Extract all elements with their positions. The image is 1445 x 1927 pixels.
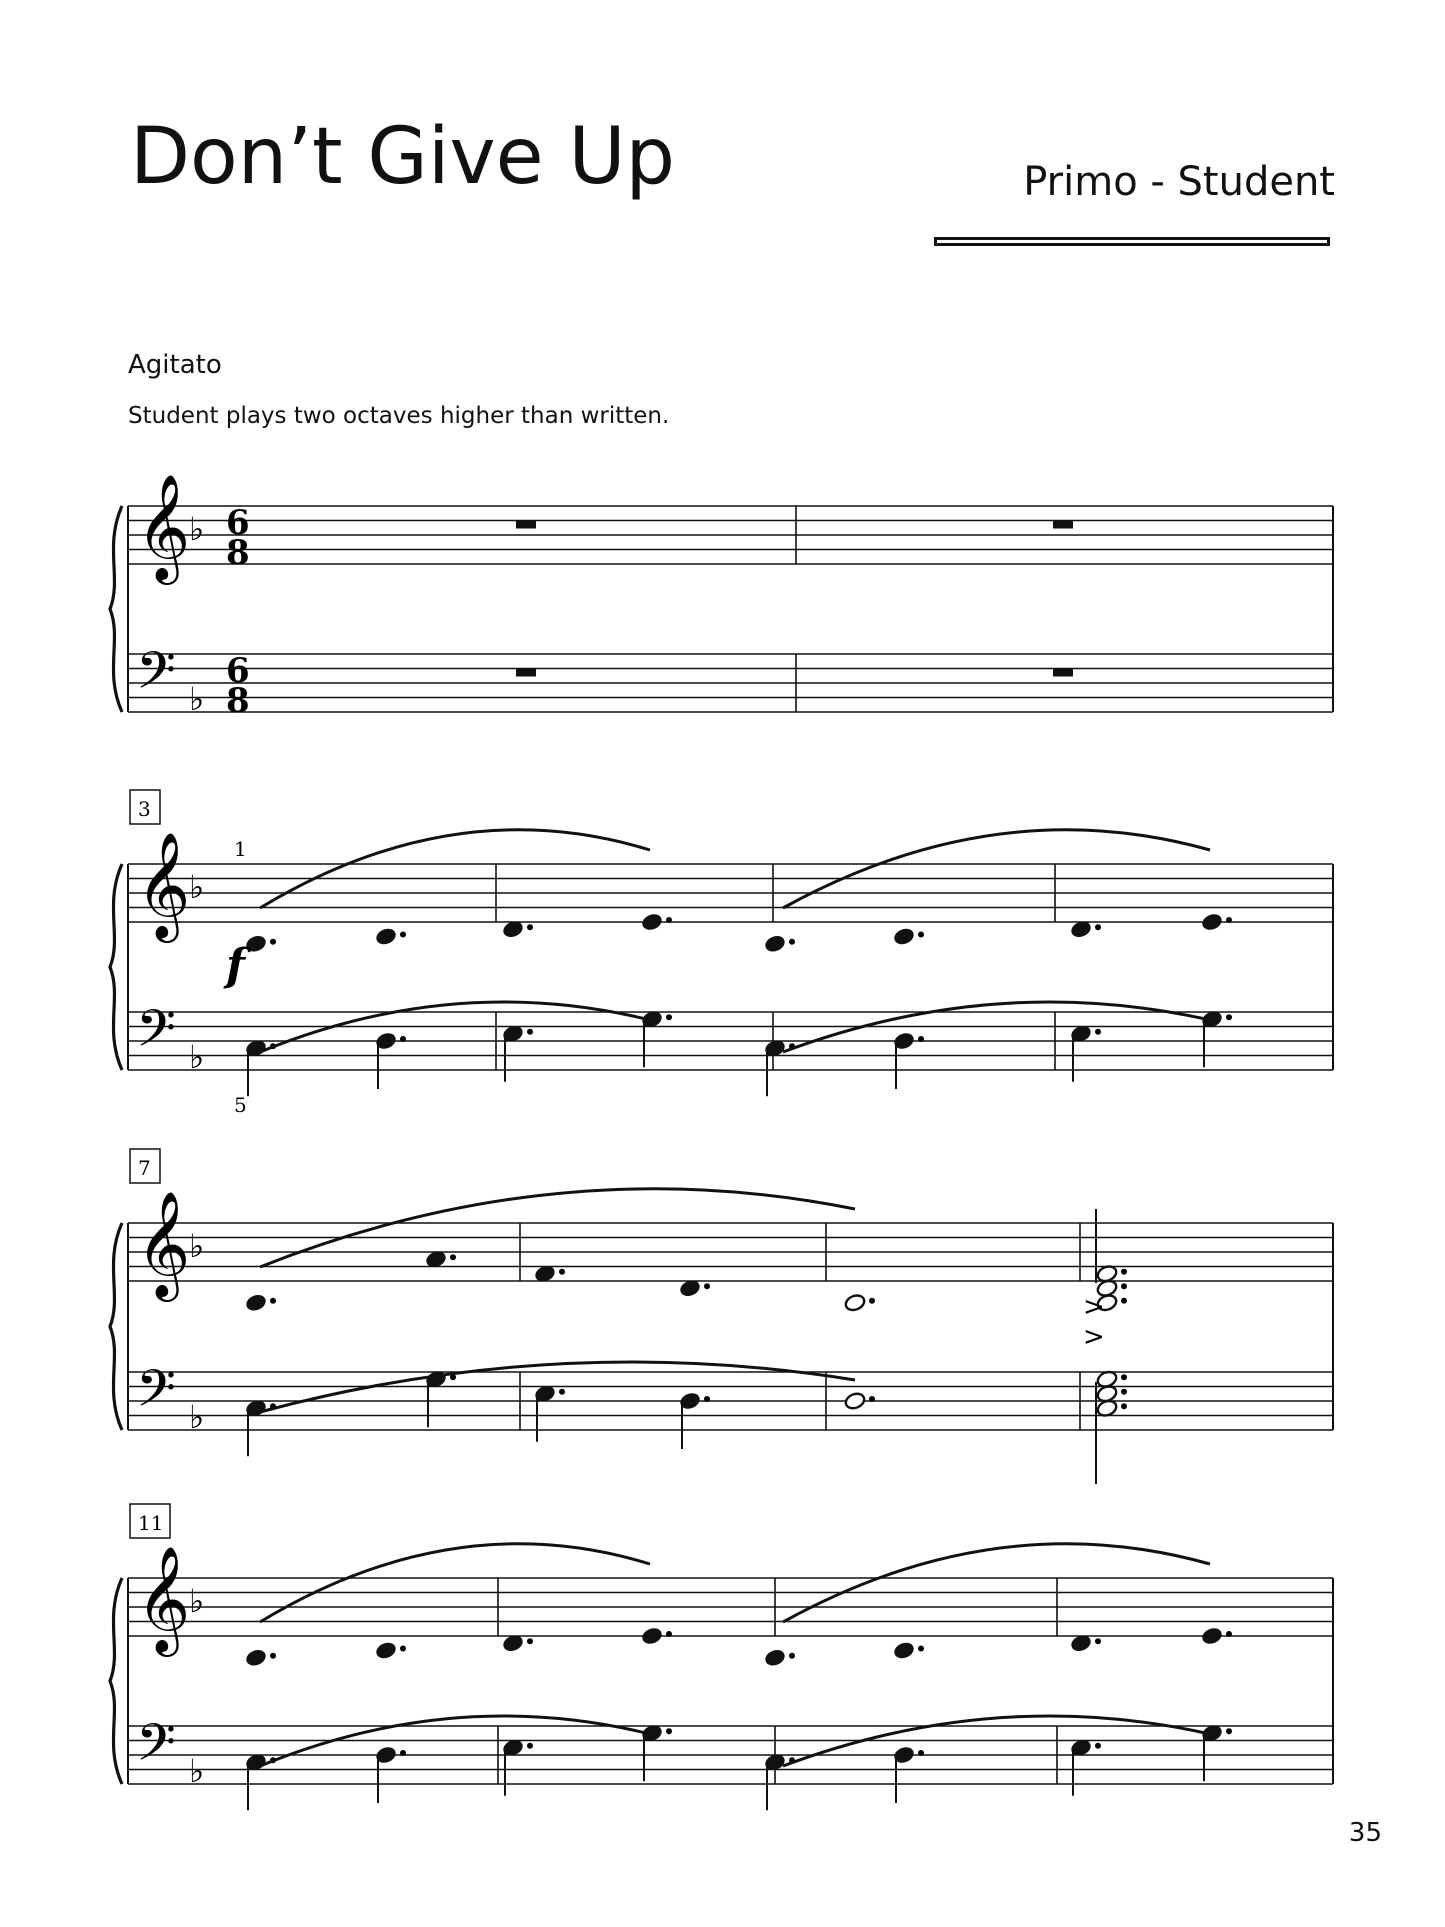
whole-rest [516, 521, 536, 529]
system-1-treble-flat: ♭ [189, 510, 205, 548]
system-2-treble-note-dot [789, 939, 795, 945]
system-4-brace [110, 1578, 122, 1784]
system-2-bass-clef: 𝄢 [136, 998, 176, 1071]
system-3-treble-note-dot [450, 1254, 456, 1260]
system-2-treble-note [893, 927, 916, 947]
fingering-bass: 5 [234, 1093, 247, 1117]
system-2-treble-note-dot [1226, 917, 1232, 923]
system-4-bass-note-dot [1095, 1743, 1101, 1749]
system-4-treble-note-dot [666, 1631, 672, 1637]
whole-rest [1053, 521, 1073, 529]
whole-rest [1053, 669, 1073, 677]
system-4-treble-note-dot [918, 1646, 924, 1652]
system-3-accent: > [1083, 1292, 1105, 1322]
system-2-treble-note-dot [400, 932, 406, 938]
system-4-treble-slur [783, 1544, 1210, 1622]
system-4-bass-flat: ♭ [189, 1752, 205, 1790]
system-3-treble-clef: 𝄞 [136, 1190, 191, 1297]
system-3-bass-half-note-dot [869, 1396, 875, 1402]
system-4-bass-note-dot [666, 1728, 672, 1734]
system-4-treble-slur [260, 1544, 650, 1622]
system-3-bass-flat: ♭ [189, 1398, 205, 1436]
system-4-treble-note [245, 1648, 268, 1668]
system-2-treble-slur [260, 830, 650, 908]
system-4-treble-note [641, 1626, 664, 1646]
system-2-bass-note-dot [918, 1036, 924, 1042]
system-2-treble-flat: ♭ [189, 868, 205, 906]
system-1-treble-time-numerator: 6 [226, 503, 250, 543]
part-label: Primo - Student [1023, 159, 1335, 205]
system-1-brace [110, 506, 122, 712]
system-1-treble-clef: 𝄞 [136, 473, 191, 580]
system-4-bass-note-dot [1226, 1728, 1232, 1734]
system-2-bass-flat: ♭ [189, 1038, 205, 1076]
system-4-treble-clef: 𝄞 [136, 1545, 191, 1652]
system-4-bass-note-dot [527, 1743, 533, 1749]
system-2-bass-note-dot [1226, 1014, 1232, 1020]
system-2-treble-slur [783, 830, 1210, 908]
system-4-treble-note [893, 1641, 916, 1661]
system-3-bass-note-dot [559, 1389, 565, 1395]
system-3-treble-note-dot [704, 1283, 710, 1289]
system-4-bass-note-dot [918, 1750, 924, 1756]
system-3-treble-chord-note-dot [1121, 1269, 1127, 1275]
system-3-treble-chord-note-dot [1121, 1298, 1127, 1304]
song-title: Don’t Give Up [130, 112, 676, 202]
system-3-treble-slur [260, 1189, 855, 1267]
system-3-bass-note-dot [704, 1396, 710, 1402]
tempo-marking: Agitato [128, 350, 222, 380]
system-2-treble-clef: 𝄞 [136, 831, 191, 938]
system-4-treble-note [1201, 1626, 1224, 1646]
system-2-bass-note-dot [1095, 1029, 1101, 1035]
system-3-treble-half-note [844, 1293, 867, 1313]
system-2-treble-note [1201, 912, 1224, 932]
system-4-treble-note-dot [527, 1638, 533, 1644]
system-4-measure-number: 11 [138, 1511, 164, 1535]
system-4-treble-note [764, 1648, 787, 1668]
system-2-measure-number: 3 [138, 797, 151, 821]
system-3-bass-clef: 𝄢 [136, 1358, 176, 1431]
system-4-treble-note-dot [400, 1646, 406, 1652]
system-3-bass-chord-note-dot [1121, 1389, 1127, 1395]
system-2-bass-note-dot [666, 1014, 672, 1020]
system-1-bass-clef: 𝄢 [136, 640, 176, 713]
whole-rest [516, 669, 536, 677]
system-2-bass-note-dot [400, 1036, 406, 1042]
system-2-bass-note-dot [527, 1029, 533, 1035]
system-2-treble-note-dot [1095, 924, 1101, 930]
system-4-treble-note-dot [1095, 1638, 1101, 1644]
system-1-bass-time-numerator: 6 [226, 651, 250, 691]
system-4-treble-note-dot [789, 1653, 795, 1659]
system-4-treble-note [375, 1641, 398, 1661]
fingering-treble: 1 [234, 837, 247, 861]
system-2-treble-note [764, 934, 787, 954]
system-2-treble-note [641, 912, 664, 932]
system-3-bass-half-note [844, 1391, 867, 1411]
system-3-treble-note-dot [559, 1269, 565, 1275]
system-3-treble-chord-note-dot [1121, 1283, 1127, 1289]
system-3-accent: > [1083, 1322, 1105, 1352]
system-4-bass-clef: 𝄢 [136, 1712, 176, 1785]
system-4-treble-note-dot [270, 1653, 276, 1659]
system-4-treble-flat: ♭ [189, 1582, 205, 1620]
performance-instruction: Student plays two octaves higher than written. [128, 403, 670, 429]
system-4-treble-note-dot [1226, 1631, 1232, 1637]
system-2-treble-note-dot [270, 939, 276, 945]
system-2-treble-note [375, 927, 398, 947]
system-1-treble-time-denominator: 8 [226, 533, 250, 573]
system-3-treble-flat: ♭ [189, 1227, 205, 1265]
system-2-brace [110, 864, 122, 1070]
system-2-treble-note-dot [666, 917, 672, 923]
system-3-treble-note-dot [270, 1298, 276, 1304]
system-2-treble-note [245, 934, 268, 954]
system-4-bass-note-dot [400, 1750, 406, 1756]
system-3-brace [110, 1223, 122, 1430]
system-3-bass-chord-note-dot [1121, 1374, 1127, 1380]
system-3-bass-chord-note-dot [1121, 1403, 1127, 1409]
dynamic-forte: f [226, 940, 245, 991]
system-2-treble-note-dot [918, 932, 924, 938]
system-3-treble-note [245, 1293, 268, 1313]
system-1-bass-flat: ♭ [189, 680, 205, 718]
system-1-bass-time-denominator: 8 [226, 681, 250, 721]
system-3-measure-number: 7 [138, 1156, 151, 1180]
system-2-treble-note-dot [527, 924, 533, 930]
system-3-treble-half-note-dot [869, 1298, 875, 1304]
page-number: 35 [1348, 1818, 1382, 1848]
